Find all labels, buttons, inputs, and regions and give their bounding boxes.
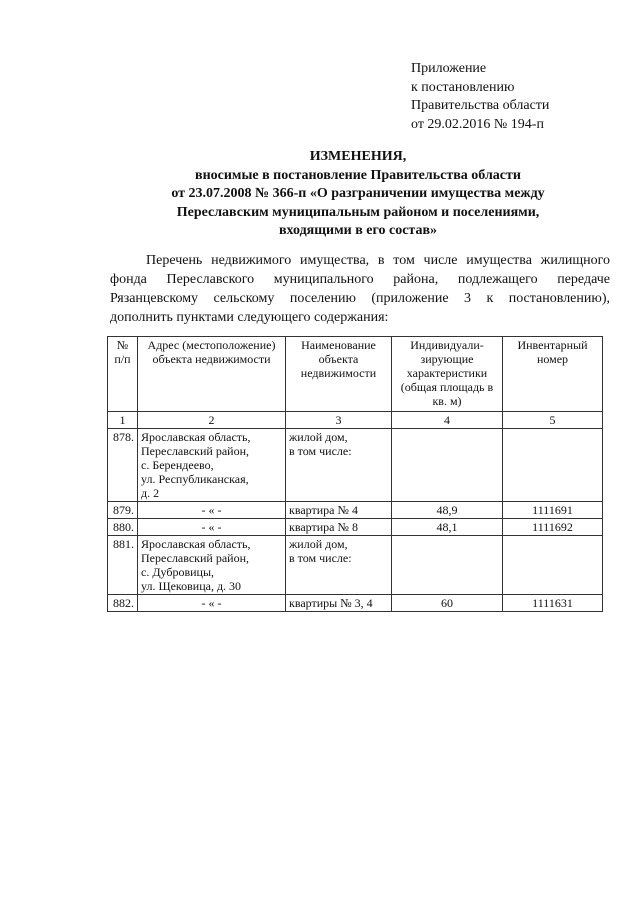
address-cell — [138, 519, 286, 536]
column-number: 2 — [138, 412, 286, 429]
paragraph-line: Перечень недвижимого имущества, в том числе имущества жилищного — [146, 253, 610, 268]
paragraph-line: дополнить пунктами следующего содержания: — [110, 310, 389, 325]
inventory-cell: 1111631 — [503, 595, 603, 612]
column-number: 4 — [392, 412, 503, 429]
cell-line: в том числе: — [289, 551, 352, 565]
column-number: 3 — [286, 412, 392, 429]
cell-line: ул. Республиканская, — [141, 472, 249, 486]
address-cell — [138, 502, 286, 519]
table-header-row — [108, 337, 603, 412]
area-cell — [392, 429, 503, 502]
cell-line: - « - — [201, 503, 222, 517]
inventory-cell — [503, 536, 603, 595]
header-cell: Адрес (местоположение) объекта недвижимости — [138, 337, 286, 412]
paragraph-line: фонда Переславского муниципального района, подлежащего передаче — [110, 272, 610, 287]
table-row — [108, 595, 603, 612]
column-number: 5 — [503, 412, 603, 429]
cell-line: - « - — [201, 596, 222, 610]
address-cell — [138, 429, 286, 502]
cell-line: Переславский район, — [141, 444, 250, 458]
cell-line: Ярославская область, — [141, 430, 251, 444]
row-number: 881. — [108, 536, 138, 595]
cell-line: ул. Щековица, д. 30 — [141, 579, 242, 593]
table-row — [108, 502, 603, 519]
document-title — [100, 148, 616, 241]
row-number: 882. — [108, 595, 138, 612]
property-table — [107, 336, 603, 612]
name-cell — [286, 595, 392, 612]
paragraph-line: Рязанцевскому сельскому поселению (приложение 3 к постановлению), — [110, 291, 610, 306]
appendix-line: от 29.02.2016 № 194-п — [411, 116, 544, 132]
inventory-cell: 1111691 — [503, 502, 603, 519]
address-cell — [138, 536, 286, 595]
cell-line: с. Дубровицы, — [141, 565, 215, 579]
header-cell: Инвентарный номер — [503, 337, 603, 412]
title-line: от 23.07.2008 № 366-п «О разграничении имущества между — [171, 186, 545, 201]
cell-line: - « - — [201, 520, 222, 534]
area-cell: 48,9 — [392, 502, 503, 519]
name-cell — [286, 519, 392, 536]
table-row — [108, 536, 603, 595]
cell-line: с. Берендеево, — [141, 458, 214, 472]
address-cell — [138, 595, 286, 612]
appendix-line: к постановлению — [411, 79, 515, 95]
row-number: 878. — [108, 429, 138, 502]
cell-line: квартира № 8 — [289, 520, 358, 534]
table-body — [108, 429, 603, 612]
row-number: 879. — [108, 502, 138, 519]
name-cell — [286, 429, 392, 502]
cell-line: квартира № 4 — [289, 503, 358, 517]
area-cell: 48,1 — [392, 519, 503, 536]
cell-line: д. 2 — [141, 486, 160, 500]
header-cell: Индивидуали-зирующие характеристики (общая площадь в кв. м) — [392, 337, 503, 412]
inventory-cell: 1111692 — [503, 519, 603, 536]
cell-line: квартиры № 3, 4 — [289, 596, 373, 610]
table-row — [108, 429, 603, 502]
title-line: Переславским муниципальным районом и поселениями, — [176, 204, 540, 220]
column-number: 1 — [108, 412, 138, 429]
cell-line: жилой дом, — [289, 430, 348, 444]
area-cell: 60 — [392, 595, 503, 612]
body-paragraph — [110, 251, 610, 327]
cell-line: Переславский район, — [141, 551, 250, 565]
area-cell — [392, 536, 503, 595]
title-line: вносимые в постановление Правительства области — [195, 167, 521, 183]
inventory-cell — [503, 429, 603, 502]
table-row — [108, 519, 603, 536]
column-number-row — [108, 412, 603, 429]
cell-line: Ярославская область, — [141, 537, 251, 551]
name-cell — [286, 536, 392, 595]
cell-line: жилой дом, — [289, 537, 348, 551]
appendix-block — [411, 60, 549, 134]
appendix-line: Приложение — [411, 61, 487, 76]
header-cell: № п/п — [108, 337, 138, 412]
title-line: входящими в его состав» — [278, 223, 438, 238]
name-cell — [286, 502, 392, 519]
appendix-line: Правительства области — [411, 98, 550, 113]
title-line: ИЗМЕНЕНИЯ, — [309, 149, 407, 164]
row-number: 880. — [108, 519, 138, 536]
header-cell: Наименование объекта недвижимости — [286, 337, 392, 412]
cell-line: в том числе: — [289, 444, 352, 458]
